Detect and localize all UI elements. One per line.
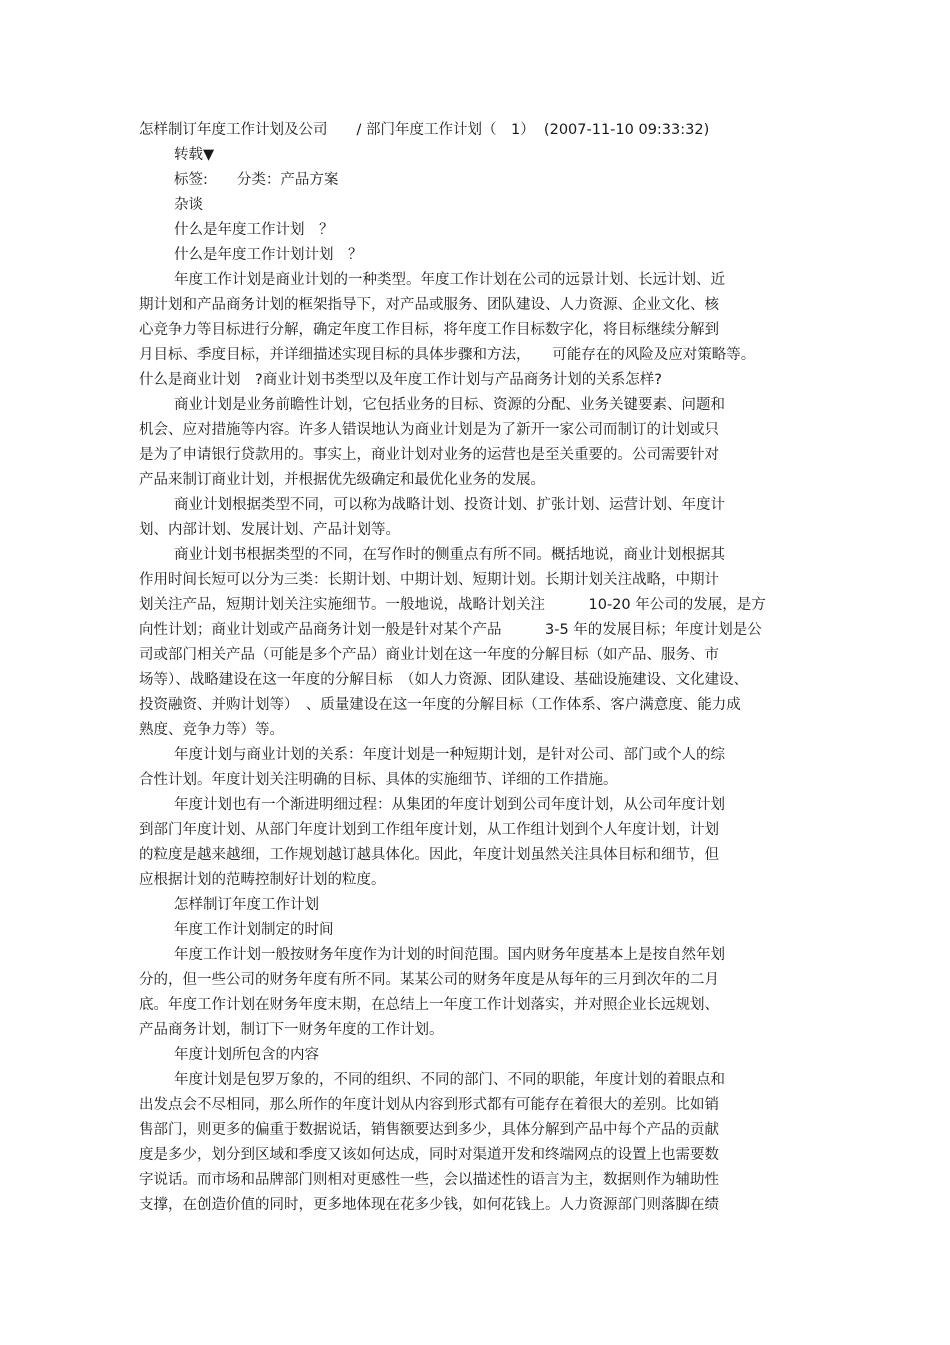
body-text-line: 是为了申请银行贷款用的。事实上，商业计划对业务的运营也是至关重要的。公司需要针对 [139, 447, 719, 463]
body-text-line: 月目标、季度目标，并详细描述实现目标的具体步骤和方法， 可能存在的风险及应对策略等。 [139, 347, 756, 363]
body-text-line: 应根据计划的范畴控制好计划的粒度。 [139, 872, 386, 888]
document-title: 怎样制订年度工作计划及公司 / 部门年度工作计划（ 1） (2007-11-10 09:33:32) [139, 122, 710, 138]
body-text-line: 商业计划书根据类型的不同，在写作时的侧重点有所不同。概括地说，商业计划根据其 [174, 547, 725, 563]
body-text-line: 投资融资、并购计划等） 、质量建设在这一年度的分解目标（工作体系、客户满意度、能力成 [139, 697, 741, 713]
body-text-line: 商业计划是业务前瞻性计划，它包括业务的目标、资源的分配、业务关键要素、问题和 [174, 397, 725, 413]
body-text-line: 支撑，在创造价值的同时，更多地体现在花多少钱，如何花钱上。人力资源部门则落脚在绩 [139, 1197, 719, 1213]
section-heading: 年度工作计划制定的时间 [174, 922, 334, 938]
question-heading: 什么是年度工作计划计划 ？ [174, 247, 363, 263]
body-text-line: 合性计划。年度计划关注明确的目标、具体的实施细节、详细的工作措施。 [139, 772, 618, 788]
body-text-line: 出发点会不尽相同，那么所作的年度计划从内容到形式都有可能存在着很大的差别。比如销 [139, 1097, 719, 1113]
body-text-line: 度是多少，划分到区域和季度又该如何达成，同时对渠道开发和终端网点的设置上也需要数 [139, 1147, 719, 1163]
body-text-line: 划、内部计划、发展计划、产品计划等。 [139, 522, 400, 538]
body-text-line: 售部门，则更多的偏重于数据说话，销售额要达到多少，具体分解到产品中每个产品的贡献 [139, 1122, 719, 1138]
body-text-line: 向性计划；商业计划或产品商务计划一般是针对某个产品 3-5 年的发展目标；年度计划是公 [139, 622, 762, 638]
repost-label[interactable]: 转载▼ [174, 147, 215, 163]
tag-value: 杂谈 [174, 197, 203, 213]
body-text-line: 产品商务计划，制订下一财务年度的工作计划。 [139, 1022, 444, 1038]
body-text-line: 熟度、竞争力等）等。 [139, 722, 284, 738]
body-text-line: 分的，但一些公司的财务年度有所不同。某某公司的财务年度是从每年的三月到次年的二月 [139, 972, 719, 988]
body-text-line: 机会、应对措施等内容。许多人错误地认为商业计划是为了新开一家公司而制订的计划或只 [139, 422, 719, 438]
body-text-line: 年度工作计划是商业计划的一种类型。年度工作计划在公司的远景计划、长远计划、近 [174, 272, 725, 288]
body-text-line: 年度工作计划一般按财务年度作为计划的时间范围。国内财务年度基本上是按自然年划 [174, 947, 725, 963]
body-text-line: 年度计划是包罗万象的，不同的组织、不同的部门、不同的职能，年度计划的着眼点和 [174, 1072, 725, 1088]
body-text-line: 底。年度工作计划在财务年度末期，在总结上一年度工作计划落实，并对照企业长远规划、 [139, 997, 719, 1013]
question-heading: 什么是年度工作计划 ？ [174, 222, 334, 238]
body-text-line: 产品来制订商业计划，并根据优先级确定和最优化业务的发展。 [139, 472, 545, 488]
section-heading: 怎样制订年度工作计划 [174, 897, 319, 913]
body-text-line: 商业计划根据类型不同，可以称为战略计划、投资计划、扩张计划、运营计划、年度计 [174, 497, 725, 513]
section-heading: 年度计划所包含的内容 [174, 1047, 319, 1063]
body-text-line: 的粒度是越来越细，工作规划越订越具体化。因此，年度计划虽然关注具体目标和细节，但 [139, 847, 719, 863]
body-text-line: 字说话。而市场和品牌部门则相对更感性一些，会以描述性的语言为主，数据则作为辅助性 [139, 1172, 719, 1188]
body-text-line: 期计划和产品商务计划的框架指导下，对产品或服务、团队建设、人力资源、企业文化、核 [139, 297, 719, 313]
body-text-line: 司或部门相关产品（可能是多个产品）商业计划在这一年度的分解目标（如产品、服务、市 [139, 647, 719, 663]
body-text-line: 年度计划与商业计划的关系：年度计划是一种短期计划，是针对公司、部门或个人的综 [174, 747, 725, 763]
tags-category-line: 标签: 分类：产品方案 [174, 172, 339, 188]
question-heading: 什么是商业计划 ?商业计划书类型以及年度工作计划与产品商务计划的关系怎样? [139, 372, 662, 388]
body-text-line: 作用时间长短可以分为三类：长期计划、中期计划、短期计划。长期计划关注战略，中期计 [139, 572, 719, 588]
body-text-line: 场等）、战略建设在这一年度的分解目标 （如人力资源、团队建设、基础设施建设、文化建设、 [139, 672, 748, 688]
body-text-line: 心竞争力等目标进行分解，确定年度工作目标，将年度工作目标数字化，将目标继续分解到 [139, 322, 719, 338]
body-text-line: 年度计划也有一个渐进明细过程：从集团的年度计划到公司年度计划，从公司年度计划 [174, 797, 725, 813]
body-text-line: 到部门年度计划、从部门年度计划到工作组年度计划，从工作组计划到个人年度计划，计划 [139, 822, 719, 838]
body-text-line: 划关注产品，短期计划关注实施细节。一般地说，战略计划关注 10-20 年公司的发展，是方 [139, 597, 766, 613]
